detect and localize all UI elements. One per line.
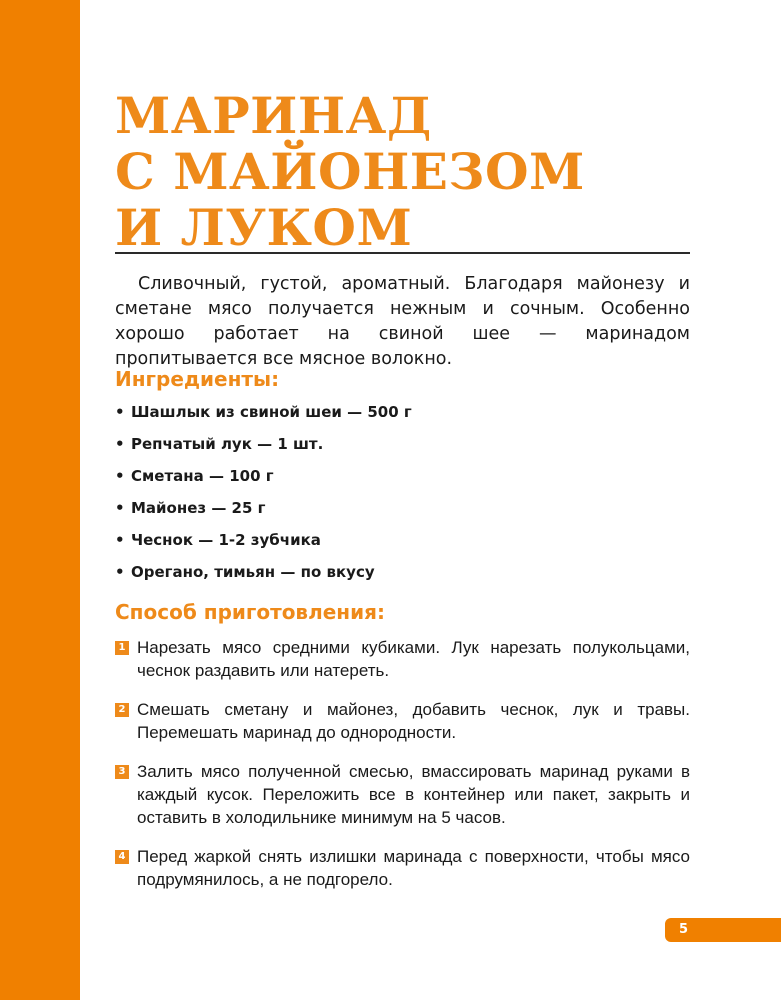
method-step [115,636,690,682]
ingredient-text: Шашлык из свиной шеи — 500 г [131,403,412,421]
ingredient-text: Майонез — 25 г [131,499,266,517]
ingredient-item [115,400,690,432]
step-number-badge: 3 [115,765,129,779]
step-number-badge: 1 [115,641,129,655]
bullet: • [115,499,125,517]
ingredient-text: Орегано, тимьян — по вкусу [131,563,375,581]
method-heading: Способ приготовления: [115,600,385,624]
bullet: • [115,563,125,581]
ingredient-text: Репчатый лук — 1 шт. [131,435,324,453]
step-number-badge: 4 [115,850,129,864]
bullet: • [115,531,125,549]
left-decorative-bar [0,0,80,1000]
ingredient-item [115,464,690,496]
ingredient-item [115,496,690,528]
title-line: И ЛУКОМ [115,198,413,257]
ingredients-list [115,400,690,592]
method-steps [115,636,690,891]
bullet: • [115,403,125,421]
step-number-badge: 2 [115,703,129,717]
ingredient-text: Сметана — 100 г [131,467,274,485]
step-text: Перед жаркой снять излишки маринада с поверхности, чтобы мясо подрумянилось, а не подгорело. [137,847,690,889]
title-line: МАРИНАД [115,86,432,145]
method-step [115,698,690,744]
title-line: С МАЙОНЕЗОМ [115,142,585,201]
step-text: Залить мясо полученной смесью, вмассировать маринад руками в каждый кусок. Переложить все в контейнер или пакет, закрыть и оставить в холодильнике минимум на 5 часов. [137,762,690,827]
bullet: • [115,435,125,453]
method-step [115,760,690,829]
step-text: Нарезать мясо средними кубиками. Лук нарезать полукольцами, чеснок раздавить или натереть. [137,638,690,680]
ingredient-text: Чеснок — 1-2 зубчика [131,531,321,549]
ingredient-item [115,432,690,464]
ingredient-item [115,528,690,560]
page-number: 5 [679,922,689,937]
method-step [115,845,690,891]
page-title [115,88,585,256]
page-number-tab [665,918,781,942]
intro-paragraph: Сливочный, густой, ароматный. Благодаря майонезу и сметане мясо получается нежным и сочным. Особенно хорошо работает на свиной шее — маринадом пропитывается все мясное волокно. [115,274,690,369]
title-divider [115,252,690,254]
step-text: Смешать сметану и майонез, добавить чеснок, лук и травы. Перемешать маринад до однородности. [137,700,690,742]
bullet: • [115,467,125,485]
ingredient-item [115,560,690,592]
ingredients-heading: Ингредиенты: [115,367,280,391]
